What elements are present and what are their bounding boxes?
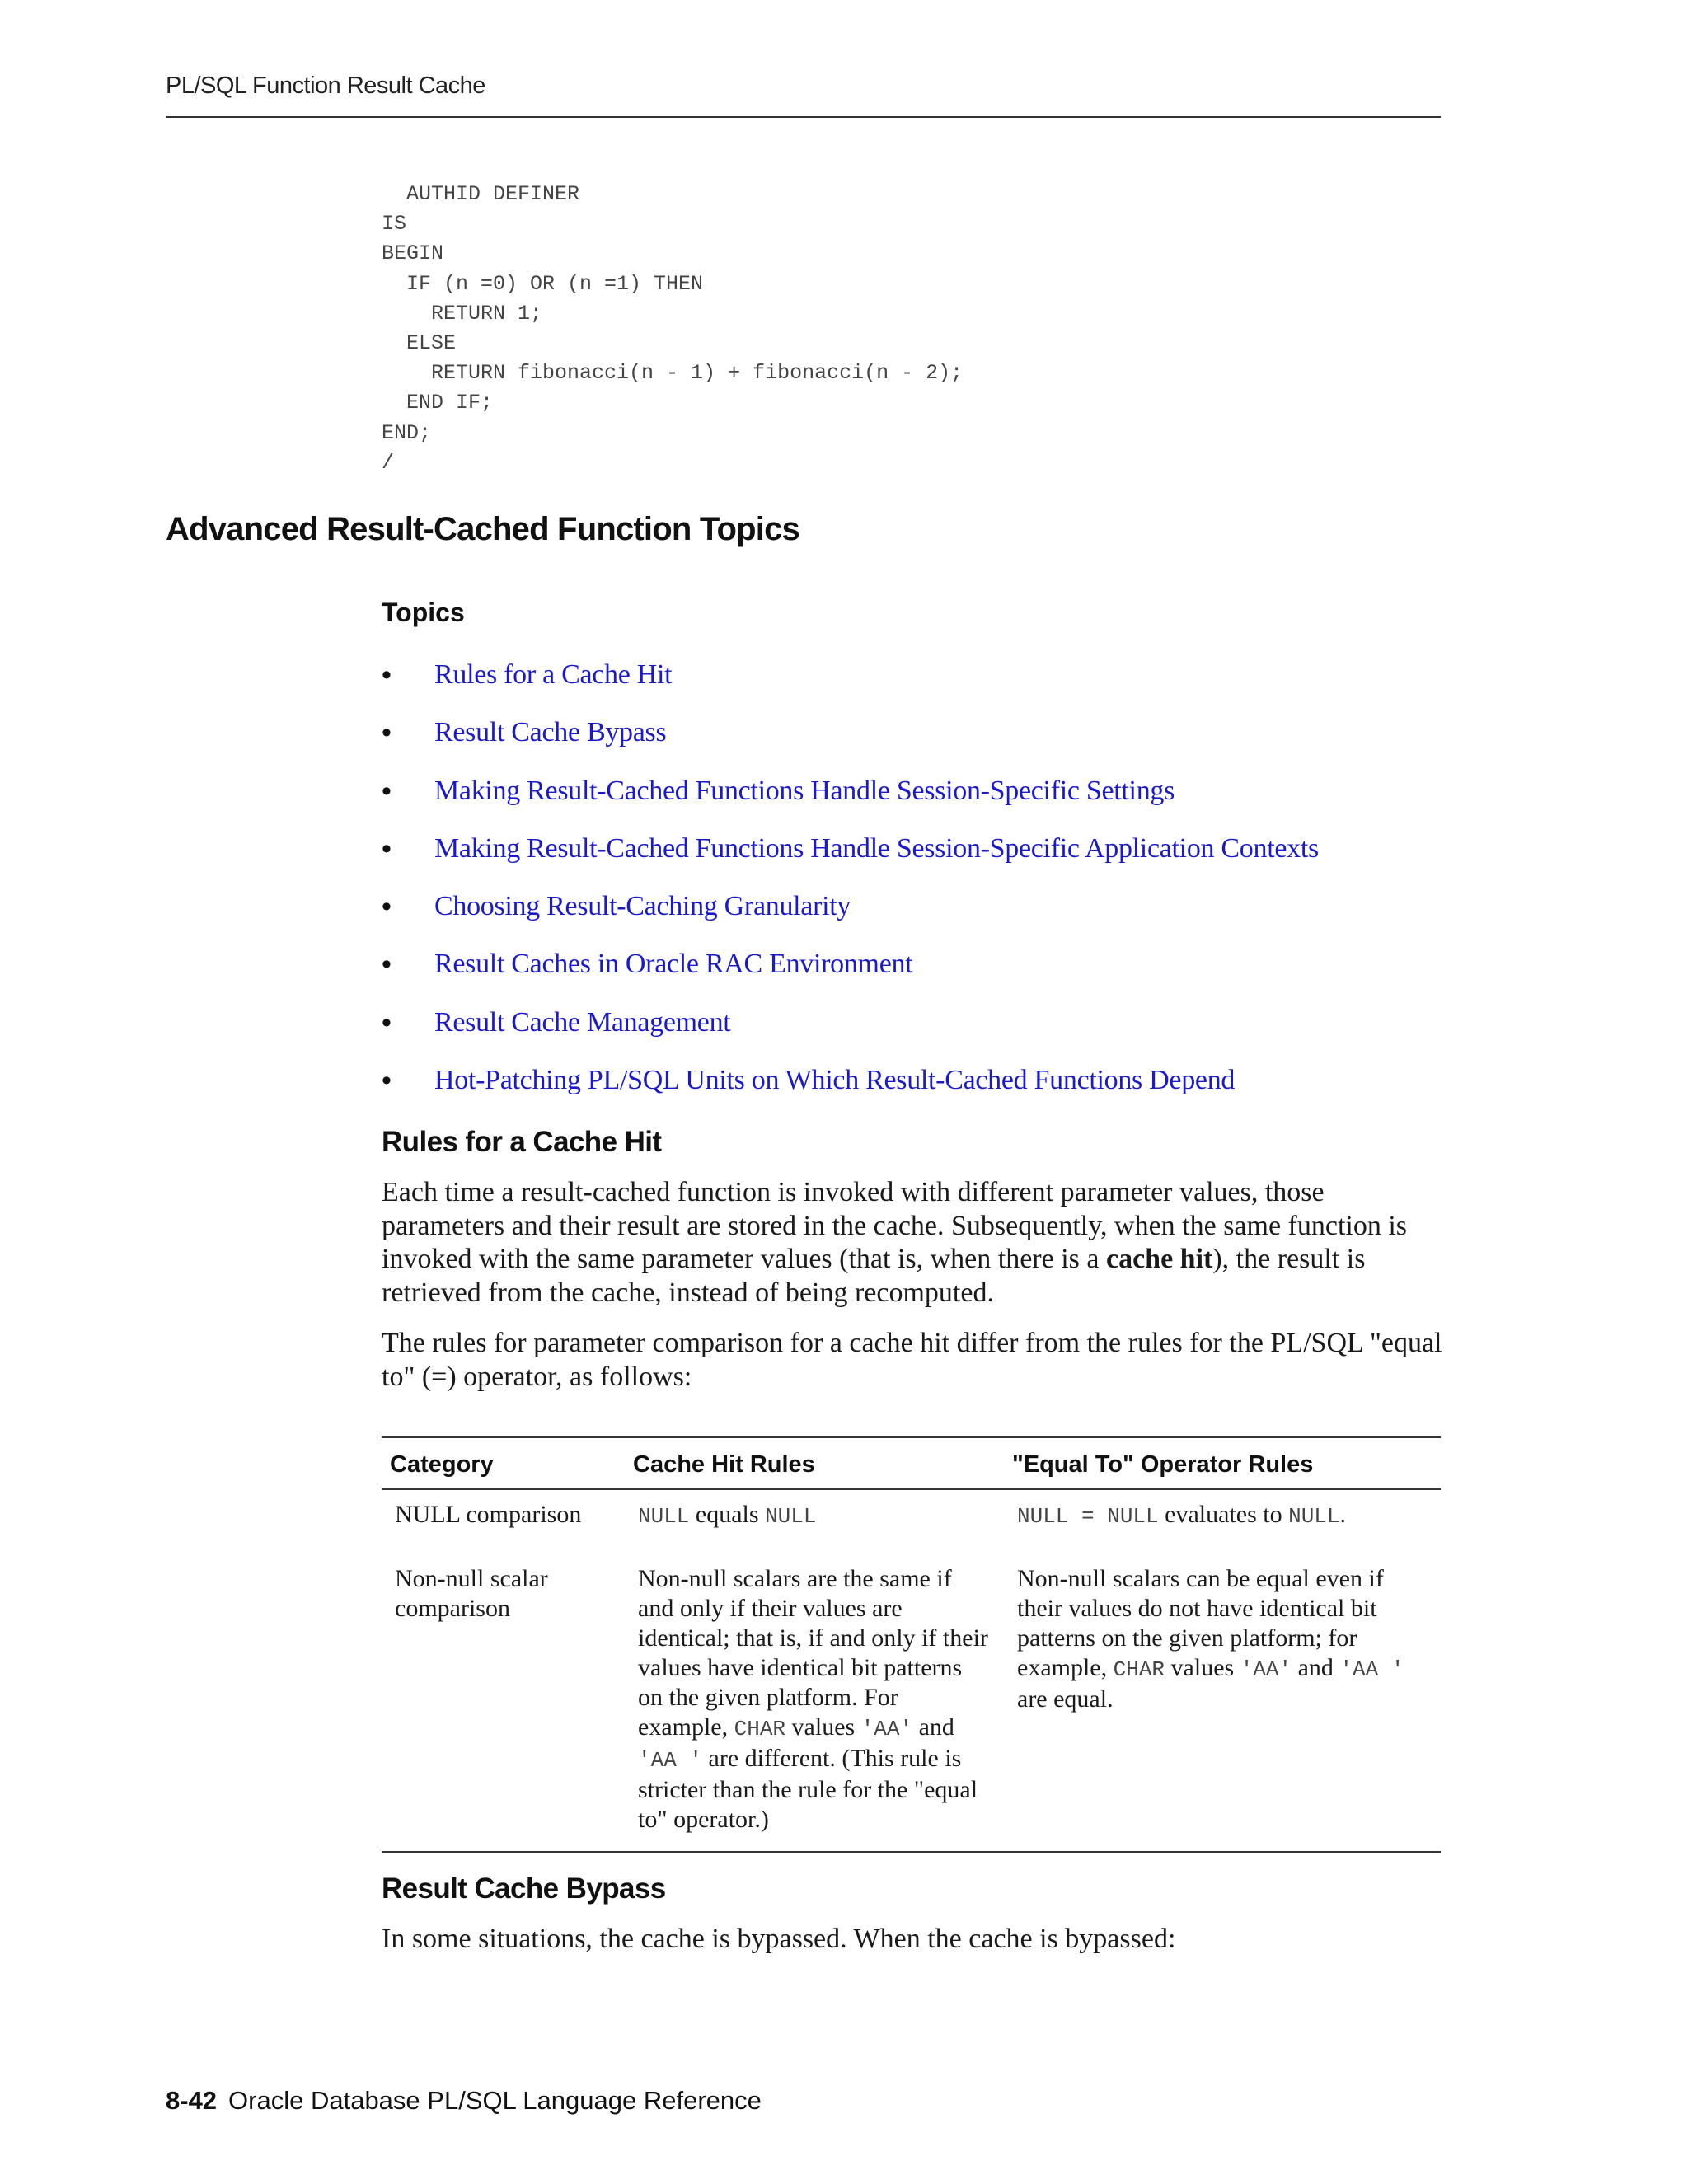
column-header-category: Category <box>382 1437 625 1489</box>
text-run: ), the result is retrieved from the cache, instead of being recomputed. <box>382 1244 1366 1308</box>
page-number: 8-42 <box>166 2086 218 2115</box>
table-header-row <box>382 1437 1441 1489</box>
code-example: AUTHID DEFINER IS BEGIN IF (n =0) OR (n =1) THEN RETURN 1; ELSE RETURN fibonacci(n - 1) + fibonacci(n - 2); END IF; END; / <box>382 182 964 475</box>
comparison-rules-table <box>382 1436 1441 1853</box>
text-run: equals <box>689 1501 766 1528</box>
topic-item <box>382 770 1453 827</box>
topic-item <box>382 654 1453 711</box>
code-char: CHAR <box>1113 1657 1165 1682</box>
bullet: • <box>382 949 392 981</box>
topics-list <box>382 654 1453 1117</box>
running-header: PL/SQL Function Result Cache <box>166 73 485 99</box>
table-cell-equal-to <box>1004 1554 1441 1852</box>
text-run: are equal. <box>1017 1685 1114 1713</box>
code-null: NULL <box>1288 1504 1340 1529</box>
page-footer <box>166 2086 762 2116</box>
rules-heading: Rules for a Cache Hit <box>382 1126 662 1158</box>
bullet: • <box>382 1006 392 1038</box>
topic-link-rules-cache-hit[interactable]: Rules for a Cache Hit <box>434 659 673 690</box>
text-run: Non-null scalars can be equal even if their values do not have identical bit patterns on the given platform; for example, <box>1017 1565 1384 1681</box>
bypass-paragraph: In some situations, the cache is bypassed. When the cache is bypassed: <box>382 1924 1176 1954</box>
code-literal: 'AA ' <box>1339 1657 1404 1682</box>
bullet: • <box>382 775 392 807</box>
code-literal: 'AA' <box>860 1717 913 1741</box>
text-run: and <box>1292 1654 1340 1681</box>
topic-item <box>382 711 1453 769</box>
bullet: • <box>382 717 392 749</box>
rules-paragraph <box>382 1176 1445 1310</box>
topic-item <box>382 1001 1453 1059</box>
column-header-equal-to-rules: "Equal To" Operator Rules <box>1004 1437 1441 1489</box>
table-row <box>382 1554 1441 1852</box>
code-char: CHAR <box>734 1717 786 1741</box>
table-cell-cache-hit <box>625 1554 1004 1852</box>
bullet: • <box>382 659 392 691</box>
table-cell-equal-to <box>1004 1489 1441 1554</box>
text-run: values <box>785 1713 861 1741</box>
topics-heading: Topics <box>382 598 465 627</box>
column-header-cache-hit-rules: Cache Hit Rules <box>625 1437 1004 1489</box>
code-null: NULL <box>765 1504 817 1529</box>
text-run: Non-null scalars are the same if and only if their values are identical; that is, if and only if their values have identical bit patterns on the given platform. For example, <box>638 1565 988 1741</box>
topic-item <box>382 885 1453 943</box>
topic-link-application-contexts[interactable]: Making Result-Cached Functions Handle Session-Specific Application Contexts <box>434 832 1319 864</box>
table-cell-cache-hit <box>625 1489 1004 1554</box>
text-run: and <box>912 1713 954 1741</box>
text-run: are different. (This rule is stricter than the rule for the "equal to" operator.) <box>638 1745 978 1833</box>
topic-item <box>382 827 1453 885</box>
cache-hit-term: cache hit <box>1106 1244 1213 1274</box>
bypass-heading: Result Cache Bypass <box>382 1872 666 1905</box>
topic-link-hot-patching[interactable]: Hot-Patching PL/SQL Units on Which Result-Cached Functions Depend <box>434 1065 1236 1096</box>
section-title: Advanced Result-Cached Function Topics <box>166 511 799 547</box>
book-title: Oracle Database PL/SQL Language Reference <box>228 2086 762 2115</box>
topic-item <box>382 943 1453 1001</box>
topic-link-result-cache-bypass[interactable]: Result Cache Bypass <box>434 717 667 748</box>
bullet: • <box>382 832 392 865</box>
rules-comparison-paragraph: The rules for parameter comparison for a cache hit differ from the rules for the PL/SQL "equal to" (=) operator, as follows: <box>382 1328 1442 1392</box>
text-run: . <box>1339 1501 1347 1528</box>
table-cell-category: NULL comparison <box>395 1501 582 1528</box>
code-null: NULL <box>638 1504 690 1529</box>
code-literal: 'AA ' <box>638 1748 703 1773</box>
bullet: • <box>382 1065 392 1097</box>
topic-item <box>382 1059 1453 1117</box>
topic-link-oracle-rac[interactable]: Result Caches in Oracle RAC Environment <box>434 949 913 980</box>
code-null-equals-null: NULL = NULL <box>1017 1504 1159 1529</box>
text-run: Each time a result-cached function is invoked with different parameter values, those parameters and their result are stored in the cache. Subsequently, when the same function is invoked with the same parameter values (that is, when there is a <box>382 1177 1408 1274</box>
topic-link-granularity[interactable]: Choosing Result-Caching Granularity <box>434 891 851 922</box>
topic-link-cache-management[interactable]: Result Cache Management <box>434 1006 731 1038</box>
text-run: values <box>1165 1654 1240 1681</box>
bullet: • <box>382 891 392 923</box>
table-cell-category: Non-null scalar comparison <box>382 1554 625 1852</box>
header-rule <box>166 116 1441 118</box>
text-run: evaluates to <box>1158 1501 1289 1528</box>
topic-link-session-settings[interactable]: Making Result-Cached Functions Handle Session-Specific Settings <box>434 775 1175 806</box>
table-row <box>382 1489 1441 1554</box>
code-literal: 'AA' <box>1240 1657 1292 1682</box>
